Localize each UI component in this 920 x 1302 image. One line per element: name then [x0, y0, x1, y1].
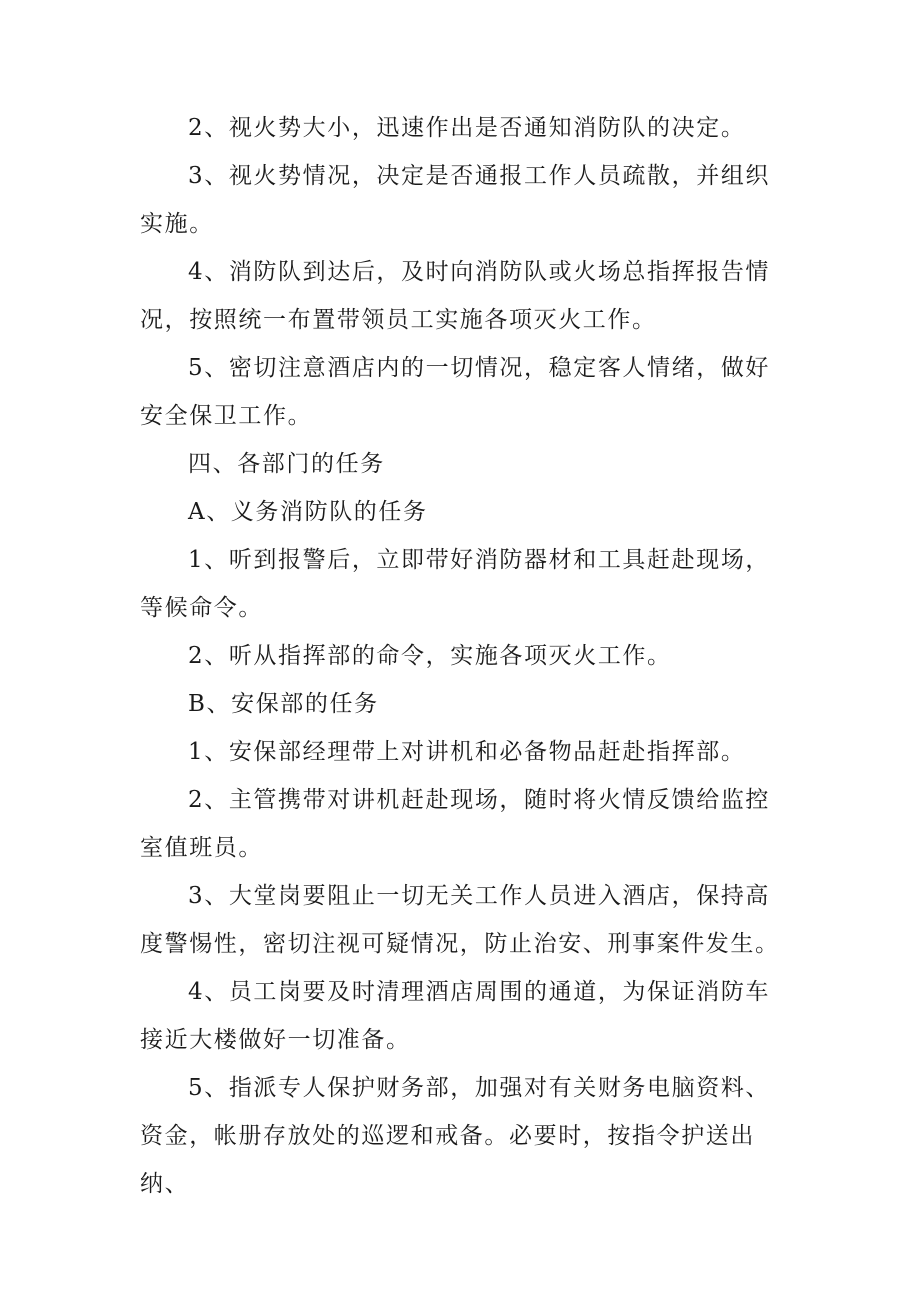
paragraph-volunteer-item-1: 1、听到报警后，立即带好消防器材和工具赶赴现场，等候命令。: [140, 547, 771, 621]
subsection-heading-security-department: B、安保部的任务: [188, 691, 379, 717]
paragraph-security-item-1: 1、安保部经理带上对讲机和必备物品赶赴指挥部。: [188, 739, 746, 765]
paragraph-security-item-2: 2、主管携带对讲机赶赴现场，随时将火情反馈给监控室值班员。: [140, 787, 771, 861]
paragraph-item-4-report-to-commander: 4、消防队到达后，及时向消防队或火场总指挥报告情况，按照统一布置带领员工实施各项灭火工作。: [140, 259, 771, 333]
paragraph-security-item-4: 4、员工岗要及时清理酒店周围的通道，为保证消防车接近大楼做好一切准备。: [140, 979, 771, 1053]
paragraph-security-item-3: 3、大堂岗要阻止一切无关工作人员进入酒店，保持高度警惕性，密切注视可疑情况，防止治安、刑事案件发生。: [140, 883, 780, 957]
paragraph-volunteer-item-2: 2、听从指挥部的命令，实施各项灭火工作。: [188, 643, 672, 669]
paragraph-item-2-decide-fire-brigade: 2、视火势大小，迅速作出是否通知消防队的决定。: [188, 115, 746, 141]
paragraph-security-item-5: 5、指派专人保护财务部，加强对有关财务电脑资料、资金，帐册存放处的巡逻和戒备。必要时，按指令护送出纳、: [140, 1075, 771, 1197]
paragraph-item-3-evacuation: 3、视火势情况，决定是否通报工作人员疏散，并组织实施。: [140, 163, 771, 237]
subsection-heading-volunteer-brigade: A、义务消防队的任务: [188, 499, 428, 525]
section-heading-department-tasks: 四、各部门的任务: [188, 451, 385, 477]
paragraph-item-5-stabilize-guests: 5、密切注意酒店内的一切情况，稳定客人情绪，做好安全保卫工作。: [140, 355, 771, 429]
